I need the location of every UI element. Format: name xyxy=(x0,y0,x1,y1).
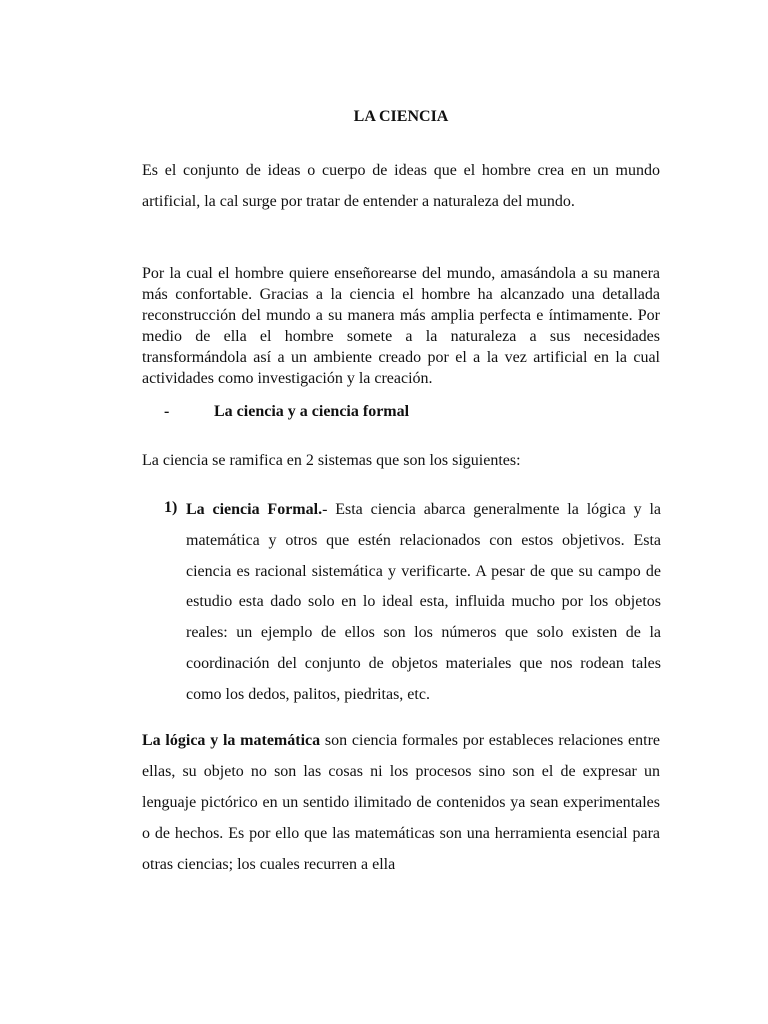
paragraph-logic-math xyxy=(142,725,660,880)
paragraph-text: son ciencia formales por estableces relaciones entre ellas, su objeto no son las cosas ni los procesos sino son el de expresar un lenguaje pictórico en un sentido ilimitado de contenidos ya sean experimentales o de hechos. Es por ello que las matemáticas son una herramienta esencial para otras ciencias; los cuales recurren a ella xyxy=(142,732,660,873)
section-heading-text: La ciencia y a ciencia formal xyxy=(214,403,410,420)
document-title: LA CIENCIA xyxy=(353,108,449,125)
paragraph-lead: La lógica y la matemática xyxy=(142,732,321,749)
list-intro: La ciencia se ramifica en 2 sistemas que son los siguientes: xyxy=(142,452,521,469)
list-item-lead: La ciencia Formal. xyxy=(186,501,323,518)
paragraph-dominion: Por la cual el hombre quiere enseñorearse del mundo, amasándola a su manera más confortable. Gracias a la ciencia el hombre ha alcanzado una detallada reconstrucción del mundo a su manera más amplia perfecta e íntimamente. Por medio de ella el hombre somete a la naturaleza a sus necesidades transformándola así a un ambiente creado por el a la vez artificial en la cual actividades como investigación y la creación. xyxy=(142,265,660,387)
list-item-number: 1) xyxy=(164,499,178,516)
list-item-body xyxy=(186,495,661,711)
section-bullet: - xyxy=(164,403,170,420)
section-heading xyxy=(0,403,768,425)
paragraph-definition: Es el conjunto de ideas o cuerpo de ideas que el hombre crea en un mundo artificial, la cal surge por tratar de entender a naturaleza del mundo. xyxy=(142,162,660,210)
list-item-text: - Esta ciencia abarca generalmente la lógica y la matemática y otros que estén relacionados con estos objetivos. Esta ciencia es racional sistemática y verificarte. A pesar de que su campo de estudio esta dado solo en lo ideal esta, influida mucho por los objetos reales: un ejemplo de ellos son los números que solo existen de la coordinación del conjunto de objetos materiales que nos rodean tales como los dedos, palitos, piedritas, etc. xyxy=(186,501,661,703)
